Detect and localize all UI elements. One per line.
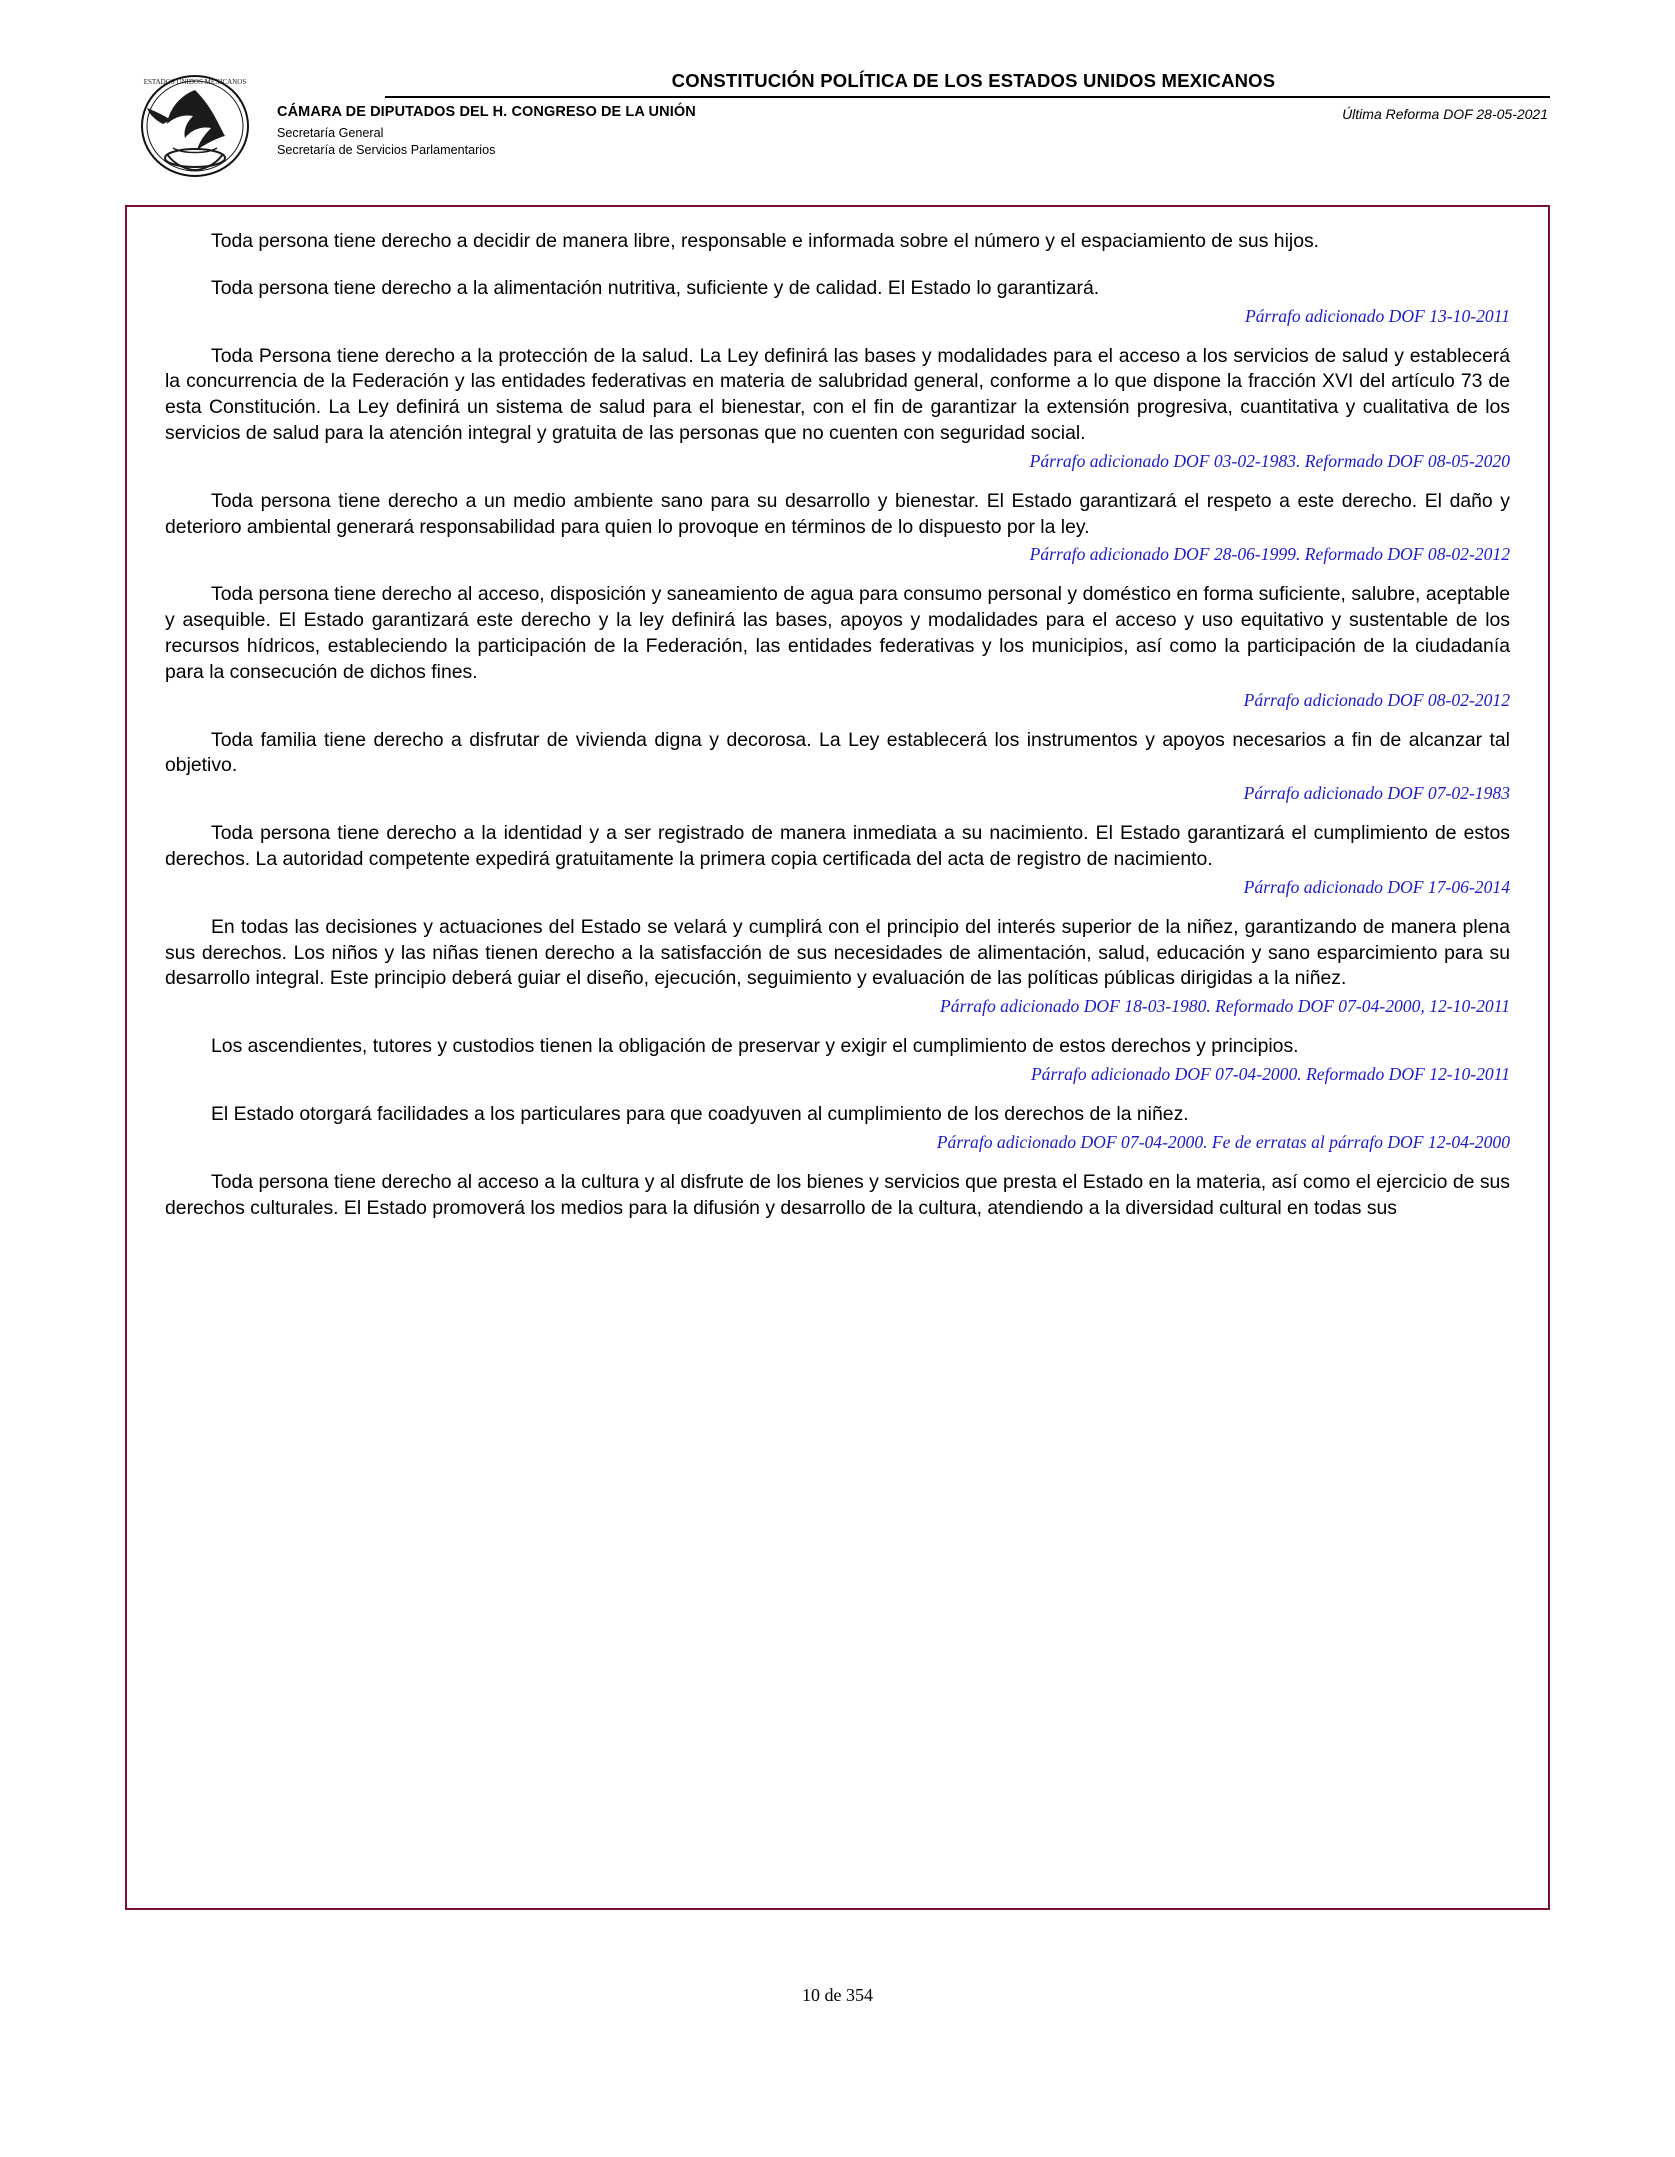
chamber-label: CÁMARA DE DIPUTADOS DEL H. CONGRESO DE LA UNIÓN <box>277 104 696 120</box>
content-frame <box>125 205 1550 1910</box>
citation: Párrafo adicionado DOF 18-03-1980. Reformado DOF 07-04-2000, 12-10-2011 <box>940 996 1510 1017</box>
paragraph: Toda persona tiene derecho a la alimentación nutritiva, suficiente y de calidad. El Estado lo garantizará. <box>211 276 1100 299</box>
page-header <box>0 0 1675 178</box>
citation: Párrafo adicionado DOF 13-10-2011 <box>1244 305 1510 326</box>
secretariat-general-label: Secretaría General <box>277 126 384 140</box>
paragraph: Toda persona tiene derecho a decidir de manera libre, responsable e informada sobre el número y el espaciamiento de sus hijos. <box>211 230 1320 252</box>
paragraph: Toda persona tiene derecho al acceso a la cultura y al disfrute de los bienes y servicios que presta el Estado en la materia, así como el ejercicio de sus derechos culturales. El Estado promoverá los medios para la difusión y desarrollo de la cultura, atendiendo a la diversidad cultural en todas sus <box>165 1170 1510 1219</box>
paragraph: Los ascendientes, tutores y custodios tienen la obligación de preservar y exigir el cumplimiento de estos derechos y principios. <box>211 1035 1299 1058</box>
paragraph: El Estado otorgará facilidades a los particulares para que coadyuven al cumplimiento de los derechos de la niñez. <box>211 1102 1189 1125</box>
mexican-coat-of-arms-icon <box>125 70 265 178</box>
citation: Párrafo adicionado DOF 07-04-2000. Fe de erratas al párrafo DOF 12-04-2000 <box>936 1131 1510 1152</box>
paragraph: Toda persona tiene derecho al acceso, disposición y saneamiento de agua para consumo personal y doméstico en forma suficiente, salubre, aceptable y asequible. El Estado garantizará este derecho y la ley definirá las bases, apoyos y modalidades para el acceso y uso equitativo y sustentable de los recursos hídricos, estableciendo la participación de la Federación, las entidades federativas y los municipios, así como la participación de la ciudadanía para la consecución de dichos fines. <box>165 583 1510 683</box>
citation: Párrafo adicionado DOF 08-02-2012 <box>1243 689 1510 710</box>
header-divider <box>385 96 1550 98</box>
citation: Párrafo adicionado DOF 03-02-1983. Reformado DOF 08-05-2020 <box>1029 450 1510 471</box>
paragraph: Toda persona tiene derecho a un medio ambiente sano para su desarrollo y bienestar. El Estado garantizará el respeto a este derecho. El daño y deterioro ambiental generará responsabilidad para quien lo provoque en términos de lo dispuesto por la ley. <box>165 489 1510 538</box>
secretariat-services-label: Secretaría de Servicios Parlamentarios <box>277 143 496 157</box>
citation: Párrafo adicionado DOF 28-06-1999. Reformado DOF 08-02-2012 <box>1029 544 1510 565</box>
citation: Párrafo adicionado DOF 07-04-2000. Reformado DOF 12-10-2011 <box>1030 1063 1510 1084</box>
document-body <box>127 207 1548 1221</box>
document-title: CONSTITUCIÓN POLÍTICA DE LOS ESTADOS UNIDOS MEXICANOS <box>671 70 1276 91</box>
header-text-block <box>265 70 1550 159</box>
last-reform-label: Última Reforma DOF 28-05-2021 <box>1342 106 1548 122</box>
paragraph: Toda Persona tiene derecho a la protección de la salud. La Ley definirá las bases y modalidades para el acceso a los servicios de salud y establecerá la concurrencia de la Federación y las entidades federativas en materia de salubridad general, conforme a lo que dispone la fracción XVI del artículo 73 de esta Constitución. La Ley definirá un sistema de salud para el bienestar, con el fin de garantizar la extensión progresiva, cuantitativa y cualitativa de los servicios de salud para la atención integral y gratuita de las personas que no cuenten con seguridad social. <box>165 344 1510 444</box>
paragraph: Toda familia tiene derecho a disfrutar de vivienda digna y decorosa. La Ley establecerá los instrumentos y apoyos necesarios a fin de alcanzar tal objetivo. <box>165 728 1510 777</box>
svg-text:ESTADOS UNIDOS MEXICANOS: ESTADOS UNIDOS MEXICANOS <box>143 78 247 86</box>
citation: Párrafo adicionado DOF 17-06-2014 <box>1243 876 1510 897</box>
paragraph: Toda persona tiene derecho a la identidad y a ser registrado de manera inmediata a su nacimiento. El Estado garantizará el cumplimiento de estos derechos. La autoridad competente expedirá gratuitamente la primera copia certificada del acta de registro de nacimiento. <box>165 822 1510 870</box>
page-footer <box>0 1985 1675 2006</box>
paragraph: En todas las decisiones y actuaciones del Estado se velará y cumplirá con el principio del interés superior de la niñez, garantizando de manera plena sus derechos. Los niños y las niñas tienen derecho a la satisfacción de sus necesidades de alimentación, salud, educación y sano esparcimiento para su desarrollo integral. Este principio deberá guiar el diseño, ejecución, seguimiento y evaluación de las políticas públicas dirigidas a la niñez. <box>165 915 1510 990</box>
page-number: 10 de 354 <box>802 1985 873 2005</box>
citation: Párrafo adicionado DOF 07-02-1983 <box>1243 783 1510 804</box>
